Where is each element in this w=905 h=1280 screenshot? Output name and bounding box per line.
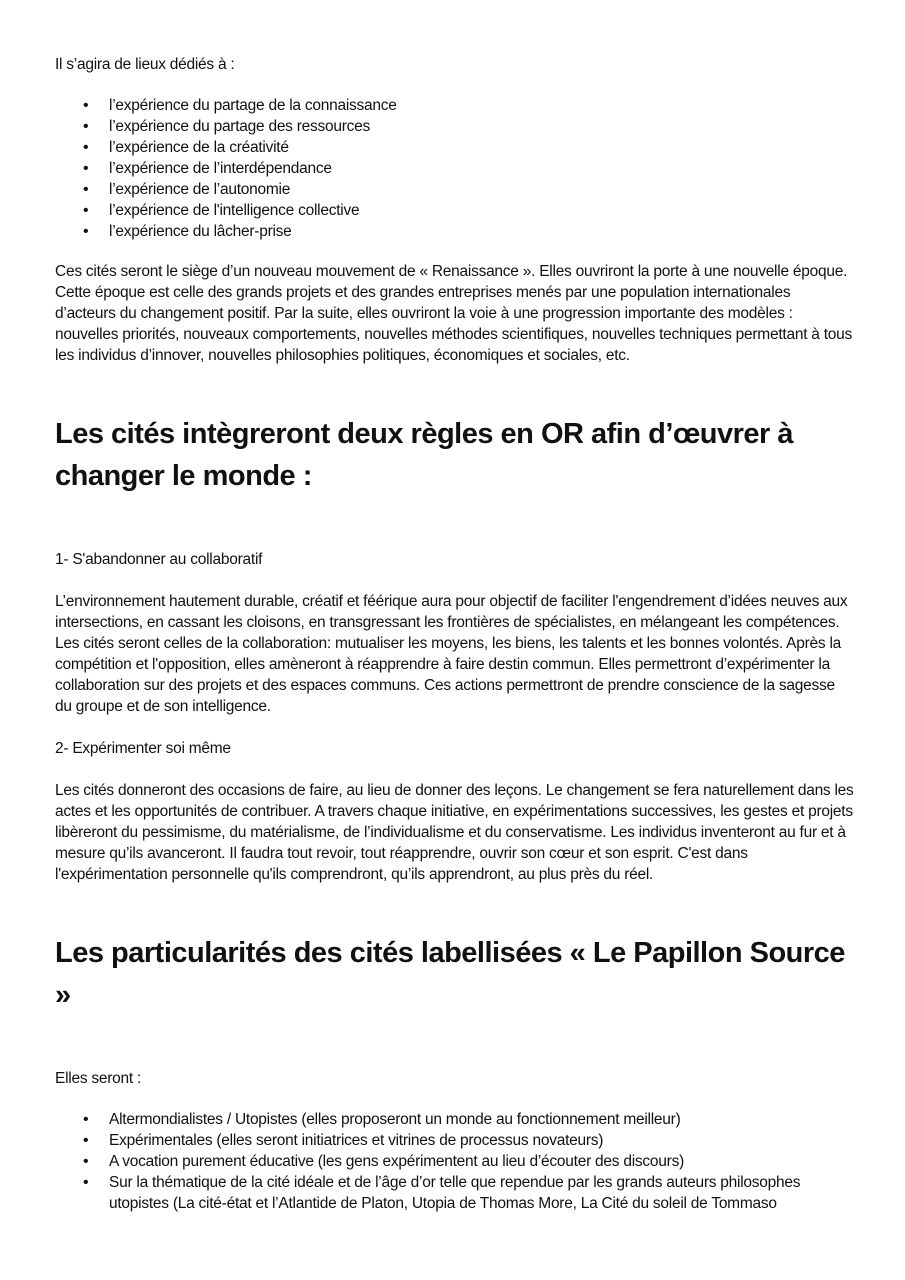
list-item: • l’expérience de la créativité: [55, 137, 855, 158]
rule-2-title: 2- Expérimenter soi même: [55, 740, 231, 757]
list-item: • l’expérience du lâcher-prise: [55, 221, 855, 242]
list-item: • l’expérience de l’interdépendance: [55, 158, 855, 179]
list-item: • A vocation purement éducative (les gens expérimentent au lieu d’écouter des discours): [55, 1151, 855, 1172]
list-item: • l’expérience du partage de la connaissance: [55, 95, 855, 116]
section-heading-rules: Les cités intègreront deux règles en OR afin d’œuvrer à changer le monde :: [55, 418, 793, 492]
list-item: • Sur la thématique de la cité idéale et de l’âge d’or telle que rependue par les grands auteurs philosophes utopistes (La cité-état et l’Atlantide de Platon, Utopia de Thomas More, La Cité du soleil de Tommaso: [55, 1172, 855, 1214]
document-page: [55, 54, 855, 1214]
list-item: • l’expérience du partage des ressources: [55, 116, 855, 137]
list-item: • l’expérience de l'intelligence collective: [55, 200, 855, 221]
rule-1-paragraph: L’environnement hautement durable, créatif et féérique aura pour objectif de faciliter l'engendrement d’idées neuves aux intersections, en cassant les cloisons, en transgressant les frontières de spécialistes, en mélangeant les compétences. Les cités seront celles de la collaboration: mutualiser les moyens, les biens, les talents et les bonnes volontés. Après la compétition et l'opposition, elles amèneront à réapprendre à faire destin commun. Elles permettront d’expérimenter la collaboration sur des projets et des espaces communs. Ces actions permettront de prendre conscience de la sagesse du groupe et de son intelligence.: [55, 593, 848, 715]
rule-1-title: 1- S'abandonner au collaboratif: [55, 551, 263, 568]
intro-text: Il s’agira de lieux dédiés à :: [55, 56, 235, 73]
list-item: • l’expérience de l’autonomie: [55, 179, 855, 200]
rule-2-paragraph: Les cités donneront des occasions de faire, au lieu de donner des leçons. Le changement se fera naturellement dans les actes et les opportunités de contribuer. A travers chaque initiative, en expérimentations successives, les gestes et projets libèreront du pessimisme, du matérialisme, de l’individualisme et du conservatisme. Les individus inventeront au fur et à mesure qu’ils avanceront. Il faudra tout revoir, tout réapprendre, ouvrir son cœur et son esprit. C'est dans l'expérimentation personnelle qu'ils comprendront, qu’ils apprendront, au plus près du réel.: [55, 782, 854, 883]
list-item: • Expérimentales (elles seront initiatrices et vitrines de processus novateurs): [55, 1130, 855, 1151]
intro-2-text: Elles seront :: [55, 1070, 142, 1087]
section-heading-particularities: Les particularités des cités labellisées « Le Papillon Source »: [55, 937, 845, 1011]
renaissance-paragraph: Ces cités seront le siège d’un nouveau mouvement de « Renaissance ». Elles ouvriront la porte à une nouvelle époque. Cette époque est celle des grands projets et des grandes entreprises menés par une population internationales d’acteurs du changement positif. Par la suite, elles ouvriront la voie à une progression importante des modèles : nouvelles priorités, nouveaux comportements, nouvelles méthodes scientifiques, nouvelles techniques permettant à tous les individus d’innover, nouvelles philosophies politiques, économiques et sociales, etc.: [55, 263, 853, 364]
particularities-list: [55, 1109, 855, 1214]
list-item: • Altermondialistes / Utopistes (elles proposeront un monde au fonctionnement meilleur): [55, 1109, 855, 1130]
experience-list: [55, 95, 855, 242]
